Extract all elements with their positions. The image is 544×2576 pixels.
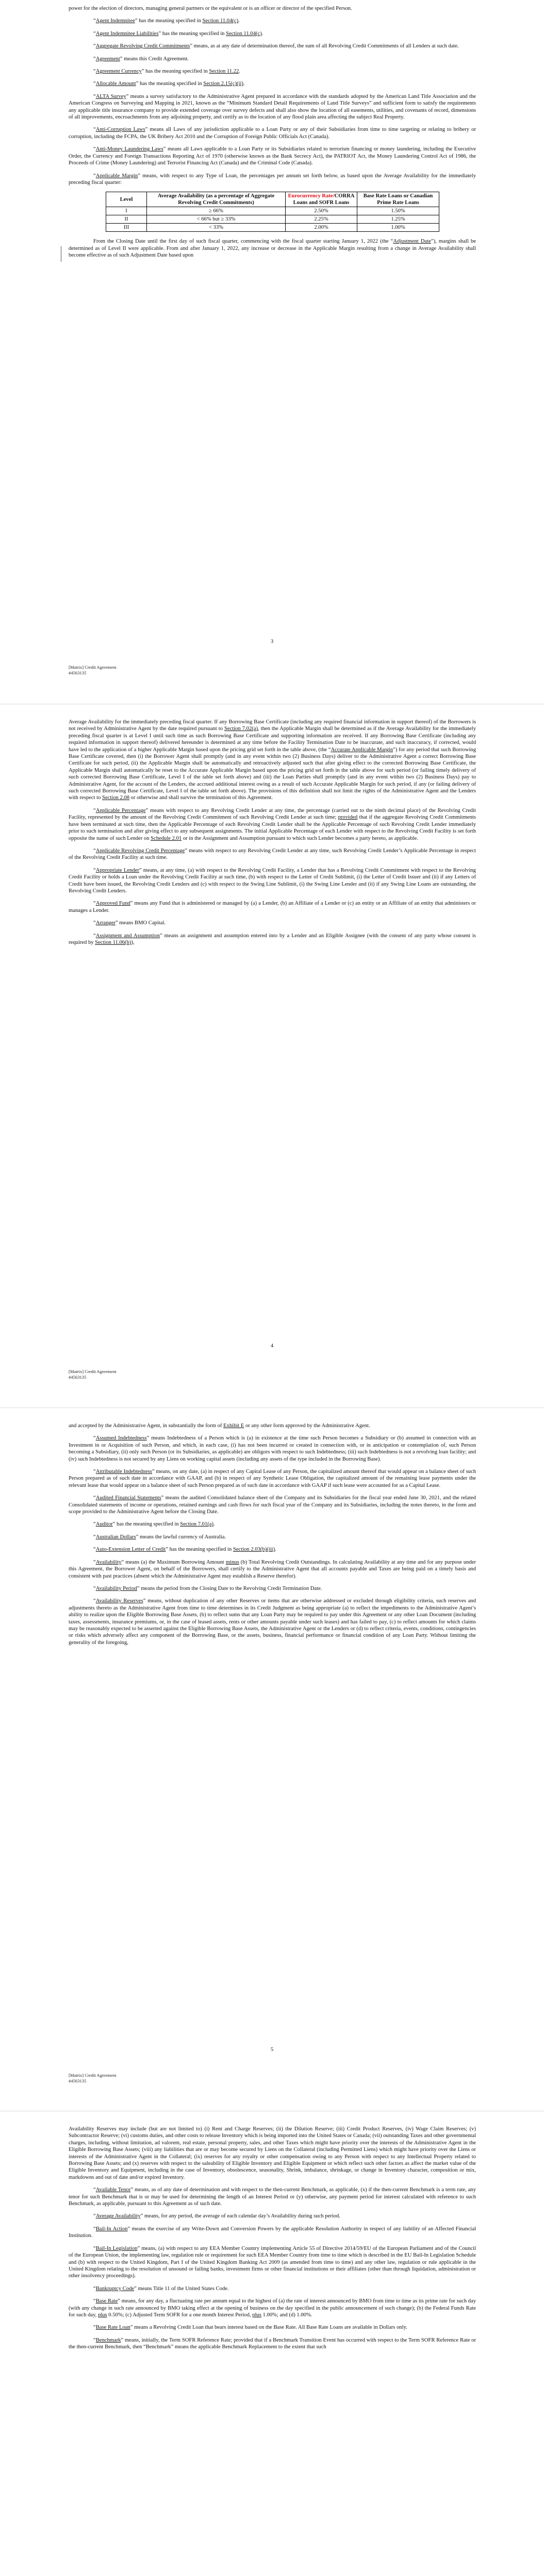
definition-benchmark: “Benchmark” means, initially, the Term SOFR Reference Rate; provided that if a Benchmark Transition Event has occurred with respect to the Term SOFR Reference Rate or the then-current Benchmark, then “Benchmark” means the applicable Benchmark Replacement to the extent that such — [69, 2337, 476, 2350]
definition-base-rate-loan: “Base Rate Loan” means a Revolving Credit Loan that bears interest based on the Base Rate. All Base Rate Loans are available in Dollars only. — [93, 2325, 407, 2331]
table-header-level: Level — [106, 192, 147, 207]
definition-applicable-revolving-credit-percentage: “Applicable Revolving Credit Percentage” means with respect to any Revolving Credit Lender at any time, such Revolving Credit Lender’s Applicable Percentage in respect of the Revolving Credit Facility at such time. — [69, 848, 476, 861]
table-row: II < 66% but ≥ 33% 2.25% 1.25% — [106, 215, 439, 224]
page-1 — [0, 0, 544, 704]
definition-bail-in-action: “Bail-In Action” means the exercise of any Write-Down and Conversion Powers by the applicable Resolution Authority in respect of any liability of an Affected Financial Institution. — [69, 2226, 476, 2239]
definition-australian-dollars: “Australian Dollars” means the lawful currency of Australia. — [93, 1534, 226, 1540]
footer: [Matrix] Credit Agreement #4563135 — [69, 2073, 117, 2083]
definition-agreement-currency: “Agreement Currency” has the meaning specified in Section 11.22. — [93, 69, 240, 75]
definition-availability-period: “Availability Period” means the period from the Closing Date to the Revolving Credit Termination Date. — [93, 1585, 322, 1591]
definition-anti-money-laundering-laws: “Anti-Money Laundering Laws” means all Laws applicable to a Loan Party or its Subsidiaries related to terrorism financing or money laundering, including the Executive Order, the Currency and Foreign Transactions Reporting Act of 1970 (otherwise known as the Bank Secrecy Act), the PATRIOT Act, the Money Laundering Control Act of 1986, the Proceeds of Crime (Money Laundering) and Terrorist Financing Act (Canada) and the Criminal Code (Canada). — [69, 146, 476, 166]
definition-agent-indemnitee: “Agent Indemnitee” has the meaning specified in Section 11.04(c). — [93, 18, 240, 24]
definition-bail-in-legislation: “Bail-In Legislation” means, (a) with respect to any EEA Member Country implementing Article 55 of Directive 2014/59/EU of the European Parliament and of the Council of the European Union, the implementing law, regulation rule or requirement for such EEA Member Country from time to time which is described in the EU Bail-In Legislation Schedule and (b) with respect to the United Kingdom, Part I of the United Kingdom Banking Act 2009 (as amended from time to time) and any other law, regulation or rule applicable in the United Kingdom relating to the resolution of unsound or failing banks, investment firms or other financial institutions or their affiliates (other than through liquidation, administration or other insolvency proceedings). — [69, 2245, 476, 2279]
definition-alta-survey: “ALTA Survey” means a survey satisfactory to the Administrative Agent prepared in accordance with the standards adopted by the American Land Title Association and the American Congress on Surveying and Mapping in 2021, known as the “Minimum Standard Detail Requirements of Land Title Surveys” and sufficient form to satisfy the requirements any applicable title insurance company to provide extended coverage over survey defects and shall also show the location of all easements, utilities, and covenants of record, dimensions of all improvements, encroachments from any adjoining property, and certify as to the location of any flood plain area affecting the subject Real Property. — [69, 93, 476, 121]
page-2 — [0, 704, 544, 1408]
section-reference: Section 7.02(a) — [224, 726, 258, 732]
definition-available-tenor: “Available Tenor” means, as of any date of determination and with respect to the then-current Benchmark, as applicable, (x) if the then-current Benchmark is a term rate, any tenor for such Benchmark that is or may be used for determining the length of an Interest Period or (y) otherwise, any payment period for interest calculated with reference to such Benchmark, as applicable, pursuant to this Agreement as of such date. — [69, 2187, 476, 2207]
page-3 — [0, 1408, 544, 2111]
definition-audited-financial-statements: “Audited Financial Statements” means the audited Consolidated balance sheet of the Company and its Subsidiaries for the fiscal year ended June 30, 2021, and the related Consolidated statements of income or operations, retained earnings and cash flows for such fiscal year of the Company and its Subsidiaries, including the notes thereto, in the form and scope provided to the Administrative Agent before the Closing Date. — [69, 1495, 476, 1515]
section-reference: Section 11.04(c) — [202, 18, 239, 24]
definition-availability-reserves: “Availability Reserves” means, without duplication of any other Reserves or items that are otherwise addressed or excluded through eligibility criteria, such reserves and adjustments thereto as the Administrative Agent from time to time determines in its Credit Judgment as being appropriate (a) to reflect the impediments to the Administrative Agent’s ability to realize upon the Eligible Borrowing Base Assets, (b) to reflect sums that any Loan Party may be required to pay under this Agreement or any other Loan Document (including taxes, assessments, insurance premiums, or, in the case of leased assets, rents or other amounts payable under such leases) and has failed to pay, (c) to reflect amounts for which claims may be reasonably expected to be asserted against the Eligible Borrowing Base Assets, the Administrative Agent or the Lenders or (d) to reflect criteria, events, conditions, contingencies or risks which adversely affect any component of the Borrowing Base, or the assets, business, financial performance or financial condition of any Loan Party. Without limiting the generality of the foregoing, — [69, 1598, 476, 1646]
schedule-reference: Schedule 2.01 — [151, 835, 182, 841]
definition-applicable-margin: “Applicable Margin” means, with respect to any Type of Loan, the percentages per annum set forth below, as based upon the Average Availability for the immediately preceding fiscal quarter: — [69, 173, 476, 185]
table-header-base-rate: Base Rate Loans or Canadian Prime Rate Loans — [357, 192, 439, 207]
definition-appropriate-lender: “Appropriate Lender” means, at any time, (a) with respect to the Revolving Credit Facility, a Lender that has a Revolving Credit Commitment with respect to the Revolving Credit Facility or holds a Loan under the Revolving Credit Facility at such time, (b) with respect to the Letter of Credit Sublimit, (i) the Letter of Credit Issuer and (ii) if any Letters of Credit have been issued, the Revolving Credit Lenders and (c) with respect to the Swing Line Sublimit, (i) the Swing Line Lender and (ii) if any Swing Line Loans are outstanding, the Revolving Credit Lenders. — [69, 867, 476, 894]
page-4 — [0, 2111, 544, 2576]
table-row: III < 33% 2.00% 1.00% — [106, 224, 439, 232]
section-reference: Section 2.03(b)(iii) — [233, 1547, 275, 1553]
section-reference: Section 2.08 — [102, 795, 129, 801]
page-number: 4 — [270, 1343, 274, 1349]
definition-assumed-indebtedness: “Assumed Indebtedness” means Indebtedness of a Person which is (a) in existence at the time such Person becomes a Subsidiary or (b) assumed in connection with an Investment in or Acquisition of such Person, and which, in each case, (i) has not been incurred or created in connection with, or in anticipation or contemplation of, such Person becoming a Subsidiary, (ii) only such Person (or its Subsidiaries, as applicable) are obligors with respect to such Indebtedness; (iii) such Indebtedness is not a revolving loan facility; and (iv) such Indebtedness is not secured by any Liens on working capital assets (including any assets of the type included in the Borrowing Base). — [69, 1435, 476, 1462]
section-reference: Section 2.15(c)(ii) — [203, 81, 243, 87]
footer: [Matrix] Credit Agreement #4563135 — [69, 665, 117, 675]
section-reference: Section 11.06(b) — [95, 939, 131, 945]
table-header-eurocurrency: Eurocurrency Rate/CORRA Loans and SOFR Loans — [286, 192, 357, 207]
table-header-average-availability: Average Availability (as a percentage of Aggregate Revolving Credit Commitments) — [147, 192, 286, 207]
page-number: 3 — [270, 639, 274, 645]
definition-allocable-amount: “Allocable Amount” has the meaning specified in Section 2.15(c)(ii). — [93, 81, 245, 87]
definition-auditor: “Auditor” has the meaning specified in Section 7.01(a). — [93, 1521, 215, 1528]
table-row: I ≥ 66% 2.50% 1.50% — [106, 207, 439, 215]
applicable-margin-table — [106, 192, 439, 232]
definition-attributable-indebtedness: “Attributable Indebtedness” means, on any date, (a) in respect of any Capital Lease of any Person, the capitalized amount thereof that would appear on a balance sheet of such Person prepared as of such date in accordance with GAAP, and (b) in respect of any Synthetic Lease Obligation, the capitalized amount of the remaining lease payments under the relevant lease that would appear on a balance sheet of such Person prepared as of such date in accordance with GAAP if such lease were accounted for as a Capital Lease. — [69, 1469, 476, 1488]
definition-applicable-percentage: “Applicable Percentage” means with respect to any Revolving Credit Lender at any time, the percentage (carried out to the ninth decimal place) of the Revolving Credit Facility, represented by the amount of the Revolving Credit Commitment of such Revolving Credit Lender at such time; provided that if the aggregate Revolving Credit Commitments have been terminated at such time, then the Applicable Percentage of each Revolving Credit Lender shall be the Applicable Percentage of such Revolving Credit Lender immediately prior to such termination and after giving effect to any subsequent assignments. The initial Applicable Percentage of each Lender with respect to the Revolving Credit Facility is set forth opposite the name of such Lender on Schedule 2.01 or in the Assignment and Assumption pursuant to which such Lender becomes a party hereto, as applicable. — [69, 807, 476, 841]
definition-bankruptcy-code: “Bankruptcy Code” means Title 11 of the United States Code. — [93, 2285, 229, 2292]
adjustment-date-paragraph: From the Closing Date until the first day of such fiscal quarter, commencing with the fiscal quarter starting January 1, 2022 (the “Adjustment Date”), margins shall be determined as of Level II were applicable. From and after January 1, 2022, any increase or decrease in the Applicable Margin resulting from a change in Average Availability shall become effective as of such Adjustment Date based upon — [69, 239, 476, 259]
definition-approved-fund: “Approved Fund” means any Fund that is administered or managed by (a) a Lender, (b) an Affiliate of a Lender or (c) an entity or an Affiliate of an entity that administers or manages a Lender. — [69, 901, 476, 913]
applicable-margin-continued: Average Availability for the immediately preceding fiscal quarter. If any Borrowing Base Certificate (including any required financial information in support thereof) of the Borrowers is not received by Administrative Agent by the date required pursuant to Section 7.02(a), then the Applicable Margin shall be determined as if the Average Availability for the immediately preceding fiscal quarter is at Level I until such time as such Borrowing Base Certificate and supporting information are received. If any Borrowing Base Certificate (including any required information in support thereof) delivered hereunder is determined at any time before the Facility Termination Date to be inaccurate, and such inaccuracy, if corrected, would have led to the application of a higher Applicable Margin based upon the pricing grid set forth in the table above, (the “Accurate Applicable Margin”) for any period that such Borrowing Base Certificate covered, then (i) the Borrower Agent shall promptly (and in any event within two (2) Business Days) deliver to the Administrative Agent a correct Borrowing Base Certificate for such period, (ii) the Applicable Margin shall be automatically and retroactively adjusted such that after giving effect to the corrected Borrowing Base Certificate, the Applicable Margin shall automatically be reset to the Accurate Applicable Margin based upon the pricing grid set forth in the table above for such period (or failing timely delivery of such corrected Borrowing Base Certificate, Level I of the table set forth above) and (iii) the Loan Parties shall promptly (and in any event within two (2) Business Days) pay to Administrative Agent, for the account of the Lenders, the accrued additional interest owing as a result of such Accurate Applicable Margin for such period, if any (or failing delivery of such corrected Borrowing Base Certificate, Level I of the table set forth above). The provisions of this definition shall not limit the rights of the Administrative Agent and the Lenders with respect to Section 2.08 or otherwise and shall survive the termination of this Agreement. — [69, 719, 476, 801]
definition-auto-extension-letter-of-credit: “Auto-Extension Letter of Credit” has the meaning specified in Section 2.03(b)(iii). — [93, 1547, 276, 1553]
definition-average-availability: “Average Availability” means, for any period, the average of each calendar day’s Availability during such period. — [93, 2213, 340, 2219]
continued-paragraph: power for the election of directors, managing general partners or the equivalent or is an officer or director of the specified Person. — [69, 6, 352, 11]
footer: [Matrix] Credit Agreement #4563135 — [69, 1369, 117, 1380]
definition-agreement: “Agreement” means this Credit Agreement. — [93, 56, 189, 62]
availability-reserves-continued: Availability Reserves may include (but are not limited to) (i) Rent and Charge Reserves; (ii) the Dilution Reserve; (iii) Credit Product Reserves, (iv) Wage Claim Reserves; (v) Subcontractor Reserve; (vi) customs duties, and other costs to release Inventory which is being imported into the United States or Canada; (vii) outstanding Taxes and other governmental charges, including, without limitation, ad valorem, real estate, personal property, sales, and other Taxes which might have priority over the interests of the Administrative Agent in the Eligible Borrowing Base Assets; (viii) any liabilities that are or may become secured by Liens on the Collateral (including Permitted Liens) which might have priority over the Liens or interests of the Administrative Agent in the Collateral; (ix) reserves for any royalty or other compensation owing to any Person with respect to any Intellectual Property related to Borrowing Base Assets; and (x) reserves with respect to the saleability of Eligible Inventory and Eligible Equipment or which reflect such other factors as affect the market value of the Eligible Inventory and Equipment, including in the case of Inventory, obsolescence, seasonality, Shrink, imbalance, shrinkage, or change in Inventory character, composition or mix, markdowns and out of date and/or expired Inventory. — [69, 2126, 476, 2180]
section-reference: Section 11.04(c) — [226, 30, 262, 37]
definition-availability: “Availability” means (a) the Maximum Borrowing Amount minus (b) Total Revolving Credit Outstandings. In calculating Availability at any time and for any purpose under this Agreement, the Borrower Agent, on behalf of the Borrowers, shall certify to the Administrative Agent that all accounts payable and Taxes are being paid on a timely basis and consistent with past practices (absent which the Administrative Agent may establish a Reserve therefor). — [69, 1559, 476, 1579]
definition-agent-indemnitee-liabilities: “Agent Indemnitee Liabilities” has the meaning specified in Section 11.04(c). — [93, 30, 263, 37]
table-header-row — [106, 192, 439, 207]
section-reference: Section 11.22 — [209, 69, 239, 75]
definition-base-rate: “Base Rate” means, for any day, a fluctuating rate per annum equal to the highest of (a) the rate of interest announced by BMO from time to time as its prime rate for such day (with any change in such rate announced by BMO taking effect at the opening of business on the day specified in the public announcement of such change); (b) the Federal Funds Rate for such day, plus 0.50%; (c) Adjusted Term SOFR for a one month Interest Period, plus 1.00%; and (d) 1.00%. — [69, 2298, 476, 2318]
section-reference: Section 7.01(a) — [180, 1521, 214, 1528]
definition-aggregate-revolving-credit-commitments: “Aggregate Revolving Credit Commitments” means, as at any date of determination thereof, the sum of all Revolving Credit Commitments of all Lenders at such date. — [93, 43, 459, 49]
definition-assignment-and-assumption: “Assignment and Assumption” means an assignment and assumption entered into by a Lender and an Eligible Assignee (with the consent of any party whose consent is required by Section 11.06(b)), — [69, 933, 476, 945]
exhibit-reference: Exhibit E — [223, 1423, 244, 1429]
assignment-continued: and accepted by the Administrative Agent, in substantially the form of Exhibit E or any other form approved by the Administrative Agent. — [69, 1423, 370, 1429]
definition-anti-corruption-laws: “Anti-Corruption Laws” means all Laws of any jurisdiction applicable to a Loan Party or any of their Subsidiaries from time to time targeting or relating to bribery or corruption, including the FCPA, the UK Bribery Act 2010 and the Corruption of Foreign Public Officials Act (Canada). — [69, 127, 476, 140]
page-number: 5 — [270, 2047, 274, 2053]
definition-arranger: “Arranger” means BMO Capital. — [93, 920, 166, 926]
